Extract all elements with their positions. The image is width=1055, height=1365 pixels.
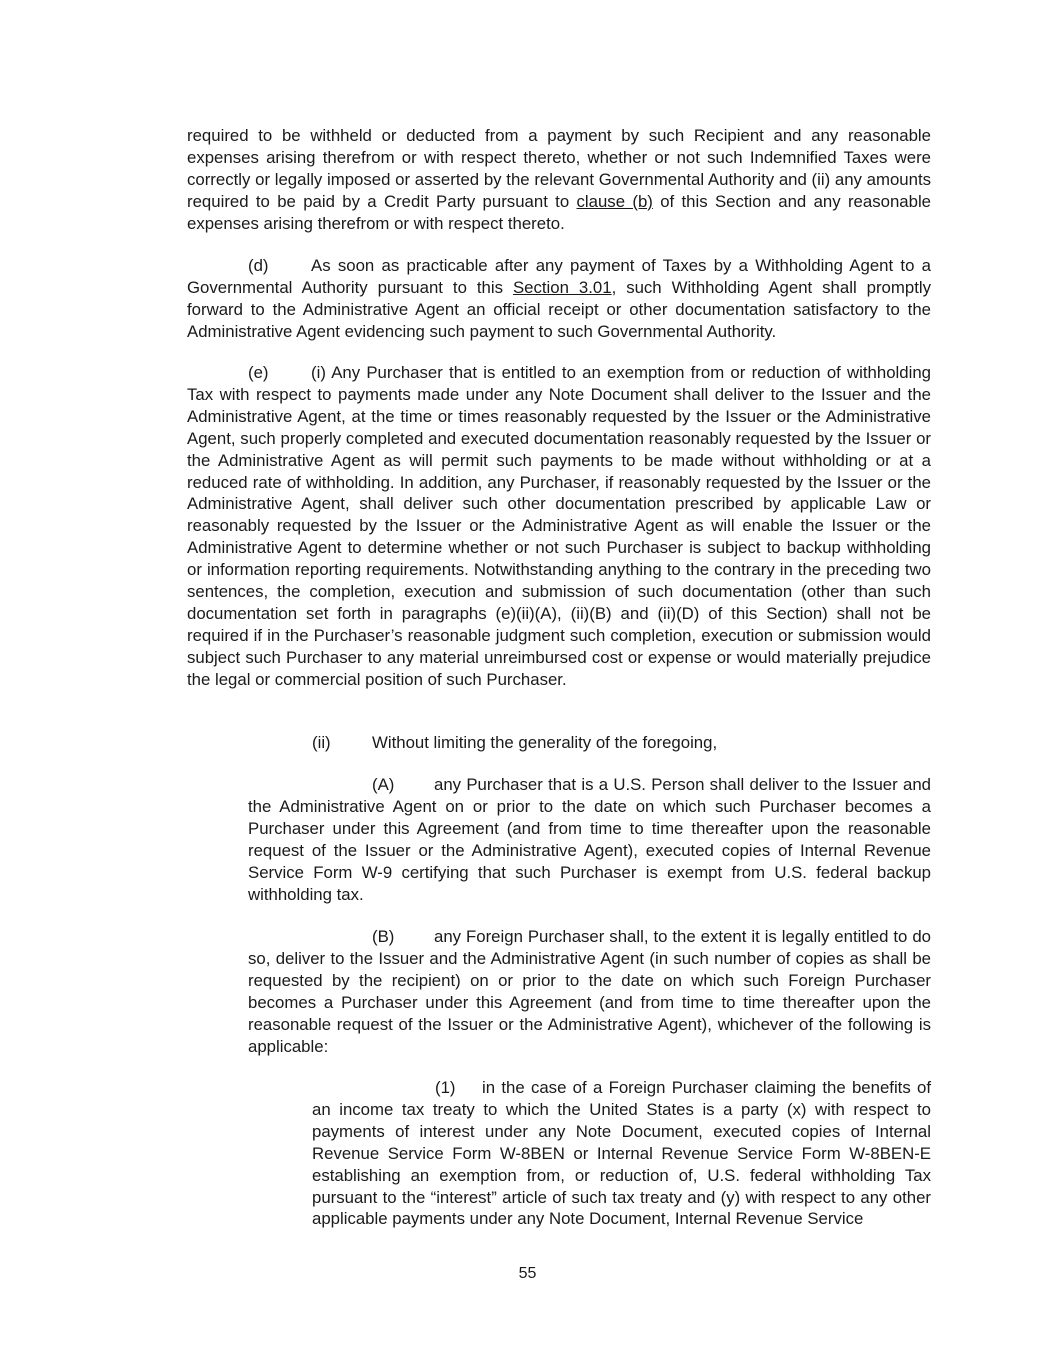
page-number: 55 [518,1265,537,1282]
paragraph-e [187,362,931,691]
paragraph-continuation-text-1: required to be withheld or deducted from a payment by such Recipient and any reasonable expenses arising therefrom or with respect thereto, whether or not such Indemnified Taxes were correctly or legally imposed or asserted by the relevant Governmental Authority and (ii) any amounts required to be paid by a Credit Party pursuant to [187,126,931,211]
paragraph-a-number: (A) [372,775,395,794]
paragraph-e-number: (e) [248,363,269,382]
paragraph-a [248,774,931,905]
paragraph-1-text: in the case of a Foreign Purchaser claiming the benefits of an income tax treaty to which the United States is a party (x) with respect to payments of interest under any Note Document, executed copies of Internal Revenue Service Form W-8BEN or Internal Revenue Service Form W-8BEN-E establishing an exemption from, or reduction of, U.S. federal withholding Tax pursuant to the “interest” article of such tax treaty and (y) with respect to any other applicable payments under any Note Document, Internal Revenue Service [312,1078,931,1229]
paragraph-1 [312,1077,931,1230]
paragraph-continuation-text-2: of this Section and any reasonable expenses arising therefrom or with respect thereto. [187,191,932,233]
paragraph-b [248,926,931,1057]
paragraph-b-text: any Foreign Purchaser shall, to the extent it is legally entitled to do so, deliver to the Issuer and the Administrative Agent (in such number of copies as shall be requested by the recipient) on or prior to the date on which such Foreign Purchaser becomes a Purchaser under this Agreement (and from time to time thereafter upon the reasonable request of the Issuer or the Administrative Agent), whichever of the following is applicable: [248,927,931,1056]
paragraph-d-number: (d) [248,256,269,275]
paragraph-continuation [187,125,931,235]
paragraph-1-number: (1) [435,1078,456,1097]
paragraph-d [187,255,931,343]
paragraph-d-text-2: , such Withholding Agent shall promptly forward to the Administrative Agent an official receipt or other documentation satisfactory to the Administrative Agent evidencing such payment to such Governmental Authority. [187,277,931,341]
paragraph-ii-text: Without limiting the generality of the foregoing, [372,733,718,752]
clause-b-reference: clause (b) [576,191,653,211]
paragraph-e-text: (i) Any Purchaser that is entitled to an exemption from or reduction of withholding Tax with respect to payments made under any Note Document shall deliver to the Issuer and the Administrative Agent, at the time or times reasonably requested by the Issuer or the Administrative Agent, such properly completed and executed documentation reasonably requested by the Issuer or the Administrative Agent as will permit such payments to be made without withholding or at a reduced rate of withholding. In addition, any Purchaser, if reasonably requested by the Issuer or the Administrative Agent, shall deliver such other documentation prescribed by applicable Law or reasonably requested by the Issuer or the Administrative Agent as will enable the Issuer or the Administrative Agent to determine whether or not such Purchaser is subject to backup withholding or information reporting requirements. Notwithstanding anything to the contrary in the preceding two sentences, the completion, execution and submission of such documentation (other than such documentation set forth in paragraphs (e)(ii)(A), (ii)(B) and (ii)(D) of this Section) shall not be required if in the Purchaser’s reasonable judgment such completion, execution or submission would subject such Purchaser to any material unreimbursed cost or expense or would materially prejudice the legal or commercial position of such Purchaser. [187,363,931,689]
section-3-01-reference: Section 3.01 [512,277,612,297]
paragraph-ii-number: (ii) [312,733,331,752]
paragraph-ii [312,732,931,754]
paragraph-b-number: (B) [372,927,395,946]
paragraph-a-text: any Purchaser that is a U.S. Person shall deliver to the Issuer and the Administrative Agent on or prior to the date on which such Purchaser becomes a Purchaser under this Agreement (and from time to time thereafter upon the reasonable request of the Issuer or the Administrative Agent), executed copies of Internal Revenue Service Form W-9 certifying that such Purchaser is exempt from U.S. federal backup withholding tax. [248,775,931,904]
paragraph-d-text-1: As soon as practicable after any payment of Taxes by a Withholding Agent to a Governmental Authority pursuant to this [187,256,931,297]
